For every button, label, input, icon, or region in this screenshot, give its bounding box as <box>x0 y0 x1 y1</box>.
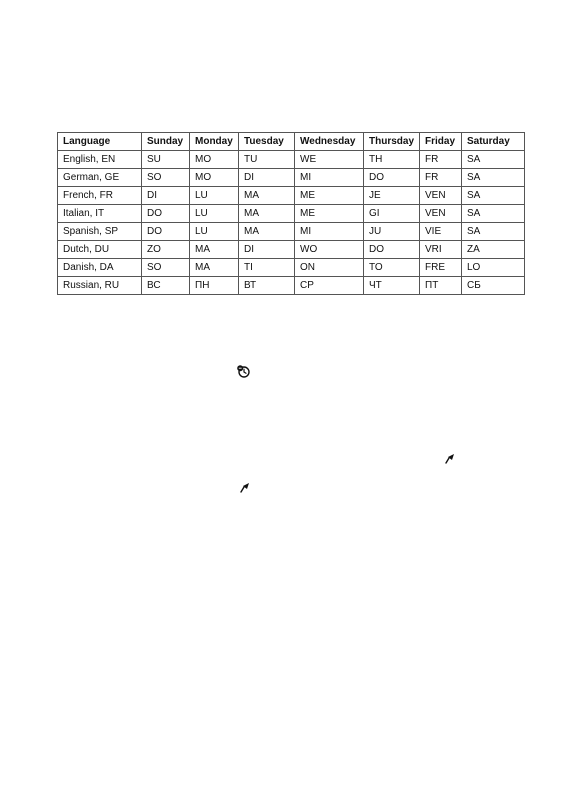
header-sunday: Sunday <box>142 133 190 151</box>
table-cell: JE <box>364 187 420 205</box>
table-cell: DI <box>239 241 295 259</box>
header-friday: Friday <box>420 133 462 151</box>
table-cell: SU <box>142 151 190 169</box>
table-cell: VRI <box>420 241 462 259</box>
table-cell: DO <box>142 223 190 241</box>
table-cell: ПН <box>190 277 239 295</box>
table-cell: ON <box>295 259 364 277</box>
clock-alarm-icon <box>236 364 250 378</box>
table-cell: ZA <box>462 241 525 259</box>
table-cell: VIE <box>420 223 462 241</box>
table-cell: MO <box>190 169 239 187</box>
header-monday: Monday <box>190 133 239 151</box>
table-cell: WE <box>295 151 364 169</box>
table-cell: ME <box>295 205 364 223</box>
table-cell: FR <box>420 169 462 187</box>
table-cell: Danish, DA <box>58 259 142 277</box>
table-cell: ЧТ <box>364 277 420 295</box>
table-row <box>58 169 525 187</box>
table-cell: MO <box>190 151 239 169</box>
table-cell: FR <box>420 151 462 169</box>
table-cell: LU <box>190 187 239 205</box>
table-cell: ME <box>295 187 364 205</box>
table-cell: СБ <box>462 277 525 295</box>
table-cell: ВТ <box>239 277 295 295</box>
table-cell: Dutch, DU <box>58 241 142 259</box>
table-cell: SO <box>142 169 190 187</box>
table-header-row <box>58 133 525 151</box>
table-cell: MA <box>239 223 295 241</box>
table-row <box>58 259 525 277</box>
table-cell: TH <box>364 151 420 169</box>
table-cell: JU <box>364 223 420 241</box>
table-cell: Spanish, SP <box>58 223 142 241</box>
table-cell: LU <box>190 205 239 223</box>
table-cell: French, FR <box>58 187 142 205</box>
table-cell: SA <box>462 205 525 223</box>
table-cell: German, GE <box>58 169 142 187</box>
table-cell: SA <box>462 187 525 205</box>
table-cell: MA <box>190 259 239 277</box>
table-cell: LU <box>190 223 239 241</box>
table-cell: Italian, IT <box>58 205 142 223</box>
table-row <box>58 277 525 295</box>
table-cell: VEN <box>420 187 462 205</box>
table-row <box>58 241 525 259</box>
table-cell: DO <box>142 205 190 223</box>
table-cell: DI <box>239 169 295 187</box>
table-cell: English, EN <box>58 151 142 169</box>
table-cell: SA <box>462 169 525 187</box>
table-cell: MA <box>239 187 295 205</box>
table-cell: VEN <box>420 205 462 223</box>
table-cell: ПТ <box>420 277 462 295</box>
table-cell: DI <box>142 187 190 205</box>
table-row <box>58 187 525 205</box>
table-row <box>58 223 525 241</box>
table-cell: ВС <box>142 277 190 295</box>
header-tuesday: Tuesday <box>239 133 295 151</box>
table-cell: MI <box>295 169 364 187</box>
header-wednesday: Wednesday <box>295 133 364 151</box>
table-cell: FRE <box>420 259 462 277</box>
table-cell: MI <box>295 223 364 241</box>
table-cell: GI <box>364 205 420 223</box>
radio-signal-icon <box>239 481 251 493</box>
table-cell: WO <box>295 241 364 259</box>
header-language: Language <box>58 133 142 151</box>
table-cell: Russian, RU <box>58 277 142 295</box>
table-cell: MA <box>190 241 239 259</box>
table-row <box>58 151 525 169</box>
table-cell: SA <box>462 223 525 241</box>
radio-signal-icon <box>444 452 456 464</box>
table-row <box>58 205 525 223</box>
table-cell: TU <box>239 151 295 169</box>
table-cell: MA <box>239 205 295 223</box>
header-saturday: Saturday <box>462 133 525 151</box>
table-cell: СР <box>295 277 364 295</box>
table-cell: SA <box>462 151 525 169</box>
table-cell: DO <box>364 241 420 259</box>
table-cell: LO <box>462 259 525 277</box>
table-cell: ZO <box>142 241 190 259</box>
table-cell: TO <box>364 259 420 277</box>
table-cell: DO <box>364 169 420 187</box>
language-day-table <box>57 132 525 295</box>
table-cell: TI <box>239 259 295 277</box>
header-thursday: Thursday <box>364 133 420 151</box>
table-cell: SO <box>142 259 190 277</box>
